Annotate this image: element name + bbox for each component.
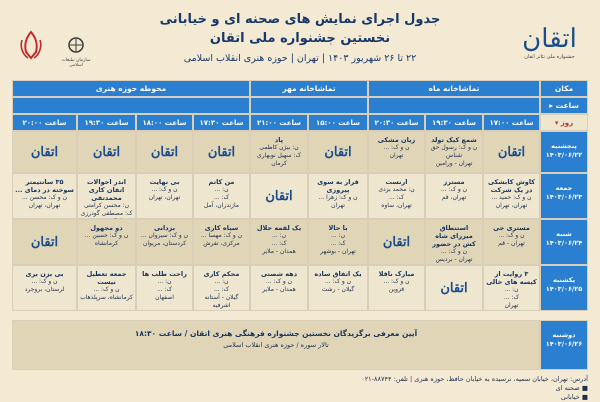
time-header: ساعت ۱۹:۳۰ — [425, 114, 483, 131]
day-name: شنبه — [556, 230, 572, 238]
performance-credits: ن و ک: ... گیلان - رشت — [321, 278, 355, 293]
festival-logo-caption: جشنواره ملی تئاتر اتقان — [524, 54, 575, 60]
partner-emblem-icon — [65, 36, 87, 54]
performance-title: سیاه کاری — [204, 224, 239, 232]
performance-title: ۳۵ سانتیمتر سوخته در دمای ... — [15, 178, 74, 194]
schedule-cell — [368, 173, 425, 219]
closing-row — [12, 320, 588, 370]
performance-title: مستری جی — [493, 224, 530, 232]
festival-logo-mark: اتقان — [440, 280, 468, 296]
festival-logo-mark: اتقان — [265, 188, 293, 204]
day-date: ۱۴۰۳/۰۶/۲۳ — [545, 193, 583, 201]
schedule-cell — [77, 265, 136, 311]
time-header: ساعت ۲۱:۰۰ — [250, 114, 308, 131]
schedule-cell — [250, 219, 308, 265]
performance-credits: ن: ... ک: ... همدان - ملایر — [262, 232, 296, 255]
schedule-cell — [77, 219, 136, 265]
performance-title: من کاتم — [208, 178, 235, 186]
page-title: جدول اجرای نمایش های صحنه ای و خیابانی — [159, 12, 441, 27]
performance-credits: ن و ک: ... تهران — [383, 144, 410, 159]
schedule-cell-logo — [250, 173, 308, 219]
time-header: ساعت ۱۷:۰۰ — [483, 114, 540, 131]
time-header: ساعت ۱۷:۳۰ — [193, 114, 250, 131]
performance-title: استنطاق میرزای شاه کش در حضور — [432, 224, 476, 248]
performance-title: یک لقمه حلال — [256, 224, 302, 232]
performance-title: محکم کاری — [203, 270, 240, 278]
schedule-cell — [193, 219, 250, 265]
performance-credits: ن و ک: ... کرمانشاه، سرپلذهاب — [80, 286, 133, 301]
day-date: ۱۴۰۳/۰۶/۲۲ — [545, 151, 583, 159]
closing-ceremony — [12, 320, 540, 370]
legend-stage: ■ صحنه ای — [555, 384, 588, 392]
schedule-cell — [483, 219, 540, 265]
day-label — [540, 219, 588, 265]
performance-credits: ن و ک: ... تهران، قم — [440, 186, 468, 201]
performance-credits: ن: ... ک: ... تهران - بوشهر — [320, 232, 356, 255]
festival-logo-mark: اتقان — [150, 144, 179, 160]
festival-logo-mark: اتقان — [497, 144, 526, 160]
performance-credits: ن: ... ک: ... اصفهان — [155, 278, 174, 301]
performance-credits: ن: بیژن کاظمی ک: سهیل نوبهاری کرمان — [257, 144, 301, 167]
schedule-cell — [425, 173, 483, 219]
day-label — [540, 265, 588, 311]
address-line: آدرس: تهران، خیابان سمیه، نرسیده به خیابان حافظ، حوزه هنری | تلفن: ۸۸۷۴۴-۰۲۱ — [361, 375, 588, 383]
performance-credits: ن: ... ک: ... تهران — [503, 286, 520, 309]
day-date: ۱۴۰۳/۰۶/۲۴ — [545, 239, 583, 247]
day-date: ۱۴۰۳/۰۶/۲۵ — [545, 285, 583, 293]
performance-credits: ن و ک: رسول حق شناس تهران - ورامین — [430, 144, 478, 167]
performance-credits: ن و ک: ... قزوین — [383, 278, 410, 293]
performance-title: جمعه تعطیل نیست — [86, 270, 127, 286]
performance-credits: ن: ... ک: ... گیلان - آستانه اشرفیه — [204, 278, 239, 309]
schedule-cell — [425, 131, 483, 173]
festival-logo-mark: اتقان — [30, 234, 59, 250]
time-header: ساعت ۲۰:۳۰ — [368, 114, 425, 131]
festival-logo-mark: اتقان — [522, 24, 577, 54]
venue-header: تماشاخانه مهر — [250, 80, 368, 97]
performance-credits: ن و ک: ... تهران - قم — [498, 232, 525, 247]
festival-logo-mark: اتقان — [324, 144, 352, 160]
performance-credits: ن و ک: مهسا ... مرکزی، تفرش — [200, 232, 243, 247]
festival-logo — [507, 24, 592, 70]
time-header: ساعت ۲۰:۰۰ — [12, 114, 77, 131]
performance-title: مبارک ناقلا — [378, 270, 415, 278]
iran-emblem-icon — [16, 30, 46, 62]
schedule-cell — [483, 173, 540, 219]
performance-credits: ن و ک: حسین ... کرمانشاه — [84, 232, 129, 247]
schedule-cell — [136, 265, 193, 311]
schedule-cell — [308, 265, 368, 311]
page-header — [0, 0, 600, 80]
performance-title: یک اتفاق ساده — [314, 270, 362, 278]
venue-band — [12, 97, 250, 114]
venue-band — [250, 97, 368, 114]
performance-credits: ن و ک: محسن ... تهران، تهران — [21, 194, 68, 209]
schedule-cell — [368, 265, 425, 311]
schedule-cell-logo — [308, 131, 368, 173]
performance-credits: ن: محمد بزدی ک: ... تهران، ساوه — [378, 186, 415, 209]
venue-header: محوطه حوزه هنری — [12, 80, 250, 97]
performance-credits: ن و ک: سیروان ... کردستان، مریوان — [140, 232, 189, 247]
schedule-cell-logo — [483, 131, 540, 173]
schedule-cell — [193, 265, 250, 311]
schedule-cell-logo — [12, 131, 77, 173]
performance-title: کاوش کابشکی در یک شرکت — [487, 178, 536, 194]
day-name: دوشنبه — [552, 331, 576, 339]
festival-logo-mark: اتقان — [382, 234, 411, 250]
corner-place: مکان — [540, 80, 588, 97]
performance-credits: ن و ک: ... تهران - برديس — [435, 248, 473, 263]
schedule-cell — [12, 173, 77, 219]
performance-credits: ن و ک: ... همدان - ملایر — [262, 278, 296, 293]
performance-credits: ن و ک: ... لرستان، بروجرد — [24, 278, 65, 293]
time-header: ساعت ۱۵:۰۰ — [308, 114, 368, 131]
schedule-cell — [308, 173, 368, 219]
performance-title: دهه شصتی — [260, 270, 298, 278]
day-name: جمعه — [555, 184, 573, 192]
performance-title: قرار به سوی پیروزی — [317, 178, 359, 194]
festival-title: نخستین جشنواره ملی اتقان — [209, 31, 391, 46]
performance-title: دو مجهول — [90, 224, 123, 232]
performance-credits: ن و ک: ... تهران، تهران — [148, 186, 181, 201]
venue-header: تماشاخانه ماه — [368, 80, 540, 97]
address-block — [12, 375, 588, 402]
day-label — [540, 131, 588, 173]
day-label — [540, 173, 588, 219]
schedule-cell-logo — [193, 131, 250, 173]
corner-day: روز ▾ — [540, 114, 588, 131]
closing-venue: تالار سوره / حوزه هنری انقلاب اسلامی — [223, 341, 329, 349]
schedule-cell — [12, 265, 77, 311]
closing-title: آیین معرفی برگزیدگان نخستین جشنواره فرهنگی هنری اتقان / ساعت ۱۸:۳۰ — [134, 329, 418, 338]
performance-title: با حالا — [328, 224, 348, 232]
schedule-cell-logo — [136, 131, 193, 173]
schedule-cell — [368, 131, 425, 173]
venue-band — [368, 97, 540, 114]
time-header: ساعت ۱۹:۳۰ — [77, 114, 136, 131]
festival-logo-mark: اتقان — [207, 144, 236, 160]
schedule-cell — [425, 219, 483, 265]
day-date: ۱۴۰۳/۰۶/۲۶ — [545, 340, 583, 348]
performance-title: بزدانی — [153, 224, 176, 232]
schedule-cell-logo — [12, 219, 77, 265]
performance-credits: ن و ک: حمید ... تهران، تهران — [491, 194, 532, 209]
performance-title: بی بزن بری — [25, 270, 64, 278]
performance-title: مسترز — [443, 178, 465, 186]
time-header: ساعت ۱۸:۰۰ — [136, 114, 193, 131]
performance-title: بی نهایت — [149, 178, 180, 186]
performance-title: زیان مشکی — [377, 136, 416, 144]
day-name: پنجشنبه — [551, 142, 577, 150]
schedule-cell — [250, 131, 308, 173]
performance-title: شمع کیک تولد — [431, 136, 477, 144]
schedule-cell — [193, 173, 250, 219]
schedule-cell — [308, 219, 368, 265]
schedule-cell-logo — [425, 265, 483, 311]
performance-title: ۳ روایت از کیسه های خالی — [486, 270, 537, 286]
partner-logo — [56, 36, 96, 66]
day-name: یکشنبه — [552, 276, 576, 284]
performance-credits: ن: ... ک: ... مازندران، آمل — [204, 186, 239, 209]
festival-subtitle: ۲۲ تا ۲۶ شهریور ۱۴۰۳ | تهران | حوزه هنری انقلاب اسلامی — [183, 53, 417, 64]
schedule-cell — [77, 173, 136, 219]
schedule-cell — [483, 265, 540, 311]
schedule-cell — [250, 265, 308, 311]
festival-logo-mark: اتقان — [92, 144, 121, 160]
schedule-cell — [136, 173, 193, 219]
performance-credits: ن و ک: زهرا ... تهران — [318, 194, 358, 209]
festival-logo-mark: اتقان — [30, 144, 59, 160]
performance-title: پاد — [274, 136, 284, 144]
schedule-cell — [136, 219, 193, 265]
partner-caption: سازمان تبلیغات اسلامی — [61, 58, 91, 68]
performance-title: ارنست — [385, 178, 408, 186]
day-label — [540, 320, 588, 370]
performance-title: راحت طلب ها — [142, 270, 187, 278]
legend-street: ■ خیابانی — [560, 393, 588, 401]
performance-title: اندر احوالات اتقان کاری محمدتقی — [86, 178, 127, 202]
performance-credits: ن: محسن کرامتی ک: مصطفی گودرزی — [80, 202, 133, 217]
schedule-cell-logo — [368, 219, 425, 265]
schedule-cell-logo — [77, 131, 136, 173]
corner-time: ساعت ▸ — [540, 97, 588, 114]
